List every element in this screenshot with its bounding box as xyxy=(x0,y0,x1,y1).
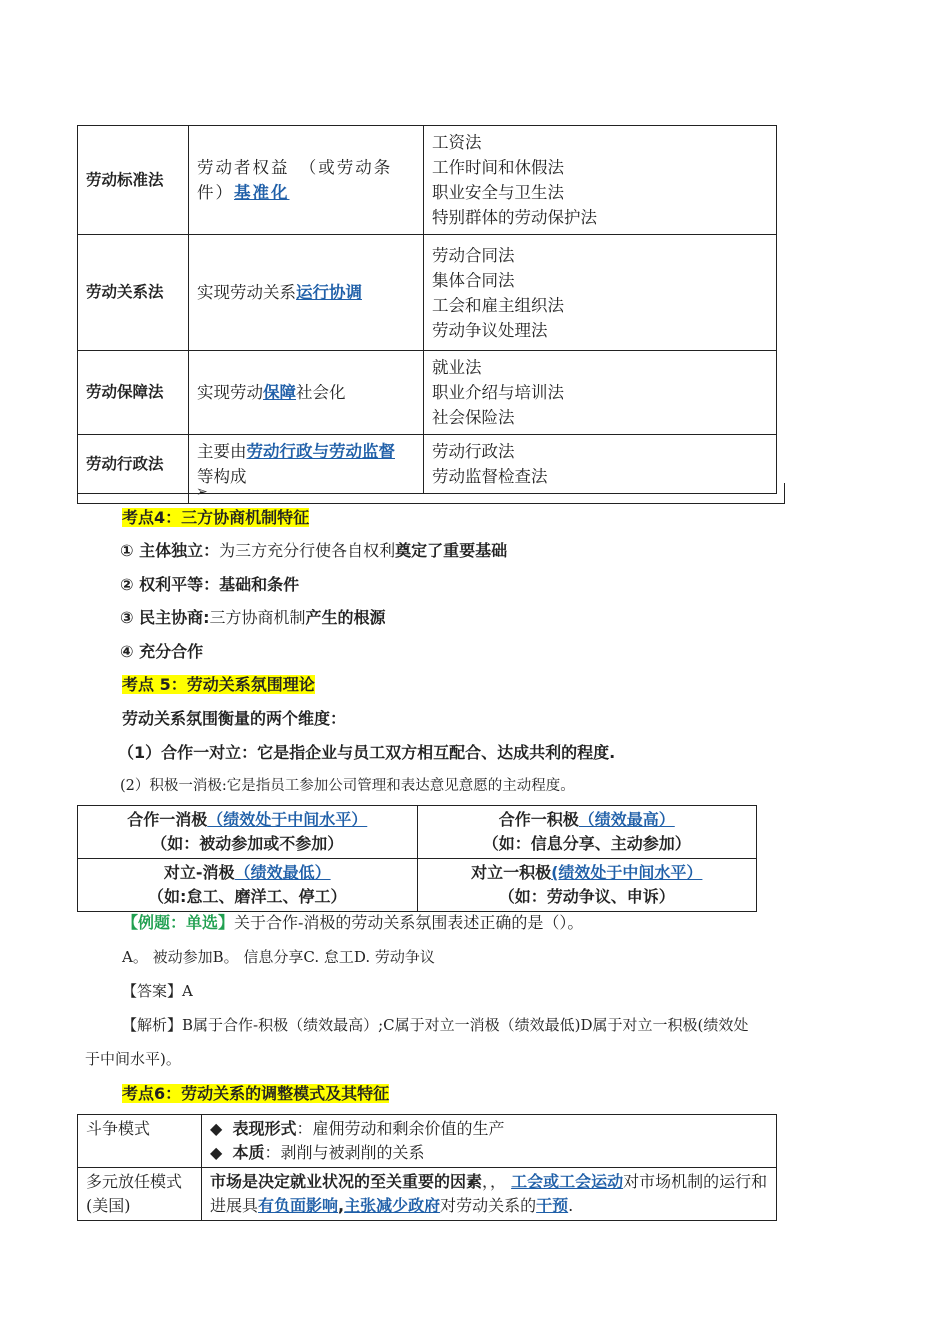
law-name: 劳动标准法 xyxy=(78,126,189,235)
law-name: 劳动行政法 xyxy=(78,435,189,494)
example-answer: 【答案】A xyxy=(122,982,193,1000)
law-desc: 主要由劳动行政与劳动监督 等构成 xyxy=(189,435,424,494)
table-row xyxy=(78,126,777,235)
table-row xyxy=(78,351,777,435)
law-name: 劳动保障法 xyxy=(78,351,189,435)
law-list: 就业法 职业介绍与培训法 社会保险法 xyxy=(424,351,777,435)
table-row xyxy=(78,1168,777,1221)
diamond-bullet-icon: ◆ xyxy=(210,1119,223,1138)
climate-cell: 对立一积极(绩效处于中间水平） （如：劳动争议、申诉） xyxy=(417,859,757,912)
desc-link: 运行协调 xyxy=(296,283,362,302)
section-title-kp4: 考点4：三方协商机制特征 xyxy=(122,508,310,527)
table-row xyxy=(78,806,757,859)
labor-law-table xyxy=(77,125,777,494)
model-name: 多元放任模式(美国) xyxy=(78,1168,202,1221)
climate-cell: 合作一消极（绩效处于中间水平） （如：被动参加或不参加） xyxy=(78,806,418,859)
kp5-line1: （1）合作一对立：它是指企业与员工双方相互配合、达成共利的程度. xyxy=(118,743,616,762)
law-list: 劳动合同法 集体合同法 工会和雇主组织法 劳动争议处理法 xyxy=(424,235,777,351)
kp5-line2: (2）积极一消极:它是指员工参加公司管理和表达意见意愿的主动程度。 xyxy=(120,778,575,794)
arrow-bullet-icon: ➢ xyxy=(196,484,208,500)
adjustment-model-table xyxy=(77,1114,777,1221)
example-options: A。 被动参加B。 信息分享C. 怠工D. 劳动争议 xyxy=(122,948,435,966)
section-title-kp6: 考点6：劳动关系的调整模式及其特征 xyxy=(122,1084,390,1103)
law-list: 工资法 工作时间和休假法 职业安全与卫生法 特别群体的劳动保护法 xyxy=(424,126,777,235)
section-title-kp5: 考点 5：劳动关系氛围理论 xyxy=(122,675,315,694)
table-row xyxy=(78,1115,777,1168)
kp4-item: ① 主体独立：为三方充分行使各自权利奠定了重要基础 xyxy=(120,541,508,560)
diamond-bullet-icon: ◆ xyxy=(210,1143,223,1162)
desc-link: 基准化 xyxy=(234,183,290,202)
climate-table xyxy=(77,805,757,912)
example-question: 【例题：单选】关于合作-消极的劳动关系氛围表述正确的是（）。 xyxy=(122,913,584,932)
climate-cell: 对立-消极（绩效最低） （如:怠工、磨洋工、停工） xyxy=(78,859,418,912)
model-features: 市场是决定就业状况的至关重要的因素，， 工会或工会运动对市场机制的运行和进展具有负面影响,主张减少政府对劳动关系的干预. xyxy=(202,1168,777,1221)
law-name: 劳动关系法 xyxy=(78,235,189,351)
table-row xyxy=(78,235,777,351)
law-desc: 实现劳动关系运行协调 xyxy=(189,235,424,351)
model-name: 斗争模式 xyxy=(78,1115,202,1168)
kp5-subtitle: 劳动关系氛围衡量的两个维度： xyxy=(122,709,347,728)
arrow-row xyxy=(77,483,785,504)
example-analysis: 【解析】B属于合作-积极（绩效最高）;C属于对立一消极（绩效最低)D属于对立一积极(绩效处 xyxy=(122,1016,749,1034)
law-desc: 实现劳动保障社会化 xyxy=(189,351,424,435)
law-list: 劳动行政法 劳动监督检查法 xyxy=(424,435,777,494)
kp4-item: ② 权利平等：基础和条件 xyxy=(120,575,300,594)
climate-cell: 合作一积极（绩效最高） （如：信息分享、主动参加） xyxy=(417,806,757,859)
example-analysis-cont: 于中间水平)。 xyxy=(85,1050,181,1068)
table-row xyxy=(78,859,757,912)
model-features: ◆ 表现形式：雇佣劳动和剩余价值的生产 ◆ 本质：剥削与被剥削的关系 xyxy=(202,1115,777,1168)
example-tag: 【例题：单选】 xyxy=(122,913,235,932)
desc-link: 保障 xyxy=(263,383,296,402)
kp4-item: ③ 民主协商:三方协商机制产生的根源 xyxy=(120,608,386,627)
kp4-item: ④ 充分合作 xyxy=(120,642,204,661)
desc-link: 劳动行政与劳动监督 xyxy=(246,442,395,461)
law-desc: 劳动者权益 （或劳动条件）基准化 xyxy=(189,126,424,235)
